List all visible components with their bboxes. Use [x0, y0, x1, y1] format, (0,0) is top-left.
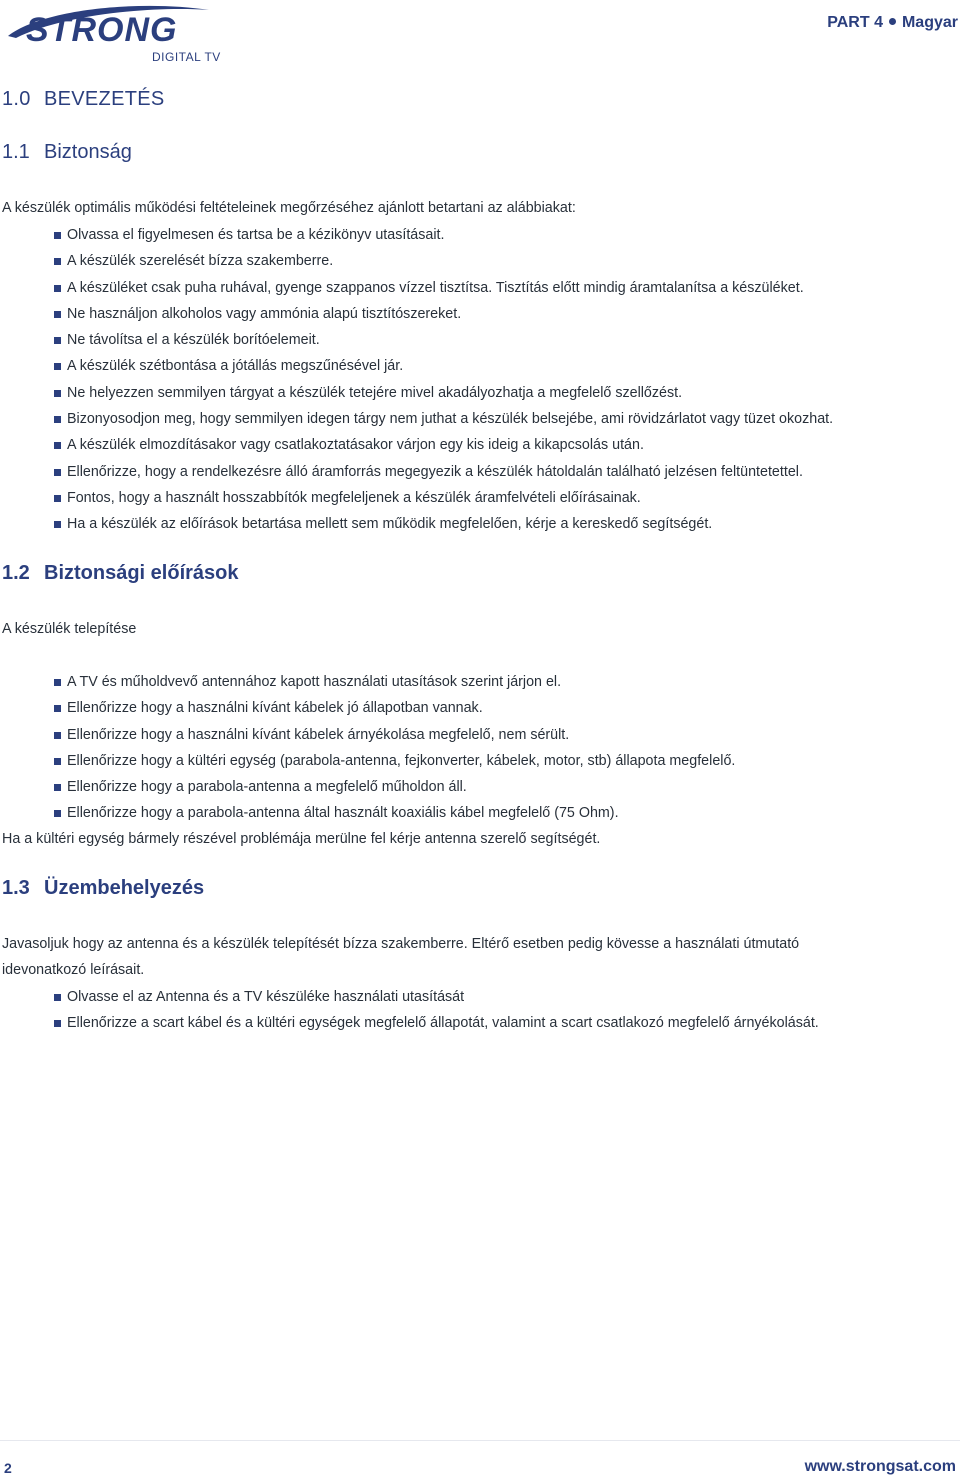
list-item: A TV és műholdvevő antennához kapott használati utasítások szerint járjon el. — [54, 669, 735, 695]
list-item: Ellenőrizze hogy a használni kívánt kábelek jó állapotban vannak. — [54, 695, 735, 721]
bullet-square — [54, 784, 61, 791]
section-title: Üzembehelyezés — [44, 877, 205, 899]
bullet-square — [54, 758, 61, 765]
bullet-square — [54, 258, 61, 265]
section-heading-1-0 — [2, 88, 165, 111]
section-number: 1.2 — [2, 562, 30, 584]
bullet-square — [54, 285, 61, 292]
bullet-square — [54, 337, 61, 344]
installation-list — [54, 984, 819, 1037]
bullet-square — [54, 311, 61, 318]
list-item: Bizonyosodjon meg, hogy semmilyen idegen tárgy nem juthat a készülék belsejébe, ami rövidzárlatot vagy tüzet okozhat. — [54, 406, 833, 432]
safety-list — [54, 222, 833, 538]
section-number: 1.3 — [2, 877, 30, 899]
section-title: Biztonsági előírások — [44, 562, 239, 584]
list-item: Olvassa el figyelmesen és tartsa be a kézikönyv utasításait. — [54, 222, 833, 248]
safety-intro: A készülék optimális működési feltételeinek megőrzéséhez ajánlott betartani az alábbiakat: — [2, 200, 576, 216]
bullet-square — [54, 679, 61, 686]
installation-intro-line-1: Javasoljuk hogy az antenna és a készülék telepítését bízza szakemberre. Eltérő esetben pedig kövesse a használati útmutató — [2, 936, 800, 952]
footer-divider — [0, 1440, 960, 1441]
language-label: Magyar — [901, 14, 958, 31]
section-heading-1-2 — [2, 562, 239, 585]
regulations-closing: Ha a kültéri egység bármely részével problémája merülne fel kérje antenna szerelő segítségét. — [2, 831, 601, 847]
logo-subtitle: DIGITAL TV — [152, 50, 221, 64]
section-title: BEVEZETÉS — [44, 88, 165, 110]
list-item: Ellenőrizze hogy a kültéri egység (parabola-antenna, fejkonverter, kábelek, motor, stb) állapota megfelelő. — [54, 748, 735, 774]
website-link[interactable]: www.strongsat.com — [804, 1458, 956, 1475]
list-item: Ellenőrizze hogy a parabola-antenna a megfelelő műholdon áll. — [54, 774, 735, 800]
list-item: A készüléket csak puha ruhával, gyenge szappanos vízzel tisztítsa. Tisztítás előtt mindig áramtalanítsa a készüléket. — [54, 275, 833, 301]
installation-intro-line-2: idevonatkozó leírásait. — [2, 962, 145, 978]
part-indicator — [827, 14, 958, 32]
regulations-subheading: A készülék telepítése — [2, 621, 137, 637]
bullet-square — [54, 810, 61, 817]
list-item: Olvasse el az Antenna és a TV készüléke használati utasítását — [54, 984, 819, 1010]
list-item: Ellenőrizze hogy a parabola-antenna által használt koaxiális kábel megfelelő (75 Ohm). — [54, 800, 735, 826]
section-title: Biztonság — [44, 141, 132, 163]
section-heading-1-1 — [2, 141, 132, 164]
bullet-square — [54, 469, 61, 476]
bullet-square — [54, 705, 61, 712]
bullet-square — [54, 994, 61, 1001]
bullet-square — [54, 442, 61, 449]
list-item: Ne használjon alkoholos vagy ammónia alapú tisztítószereket. — [54, 301, 833, 327]
svg-text:STRONG: STRONG — [26, 11, 178, 49]
bullet-square — [54, 363, 61, 370]
list-item: Ellenőrizze, hogy a rendelkezésre álló áramforrás megegyezik a készülék hátoldalán található jelzésen feltüntetettel. — [54, 459, 833, 485]
bullet-square — [54, 521, 61, 528]
bullet-square — [54, 390, 61, 397]
bullet-square — [54, 232, 61, 239]
section-number: 1.1 — [2, 141, 30, 163]
bullet-square — [54, 495, 61, 502]
list-item: Ellenőrizze a scart kábel és a kültéri egységek megfelelő állapotát, valamint a scart csatlakozó megfelelő árnyékolását. — [54, 1010, 819, 1036]
bullet-square — [54, 1020, 61, 1027]
section-heading-1-3 — [2, 877, 204, 900]
bullet-dot — [889, 18, 896, 25]
bullet-square — [54, 416, 61, 423]
list-item: Ne távolítsa el a készülék borítóelemeit. — [54, 327, 833, 353]
list-item: A készülék szerelését bízza szakemberre. — [54, 248, 833, 274]
bullet-square — [54, 732, 61, 739]
part-number: PART 4 — [827, 14, 883, 31]
list-item: Ellenőrizze hogy a használni kívánt kábelek árnyékolása megfelelő, nem sérült. — [54, 722, 735, 748]
list-item: Fontos, hogy a használt hosszabbítók megfeleljenek a készülék áramfelvételi előírásainak. — [54, 485, 833, 511]
page-number: 2 — [4, 1460, 12, 1476]
regulations-list — [54, 669, 735, 827]
list-item: Ne helyezzen semmilyen tárgyat a készülék tetejére mivel akadályozhatja a megfelelő szellőzést. — [54, 380, 833, 406]
section-number: 1.0 — [2, 88, 31, 110]
list-item: A készülék szétbontása a jótállás megszűnésével jár. — [54, 353, 833, 379]
list-item: A készülék elmozdításakor vagy csatlakoztatásakor várjon egy kis ideig a kikapcsolás után. — [54, 432, 833, 458]
list-item: Ha a készülék az előírások betartása mellett sem működik megfelelően, kérje a kereskedő segítségét. — [54, 511, 833, 537]
